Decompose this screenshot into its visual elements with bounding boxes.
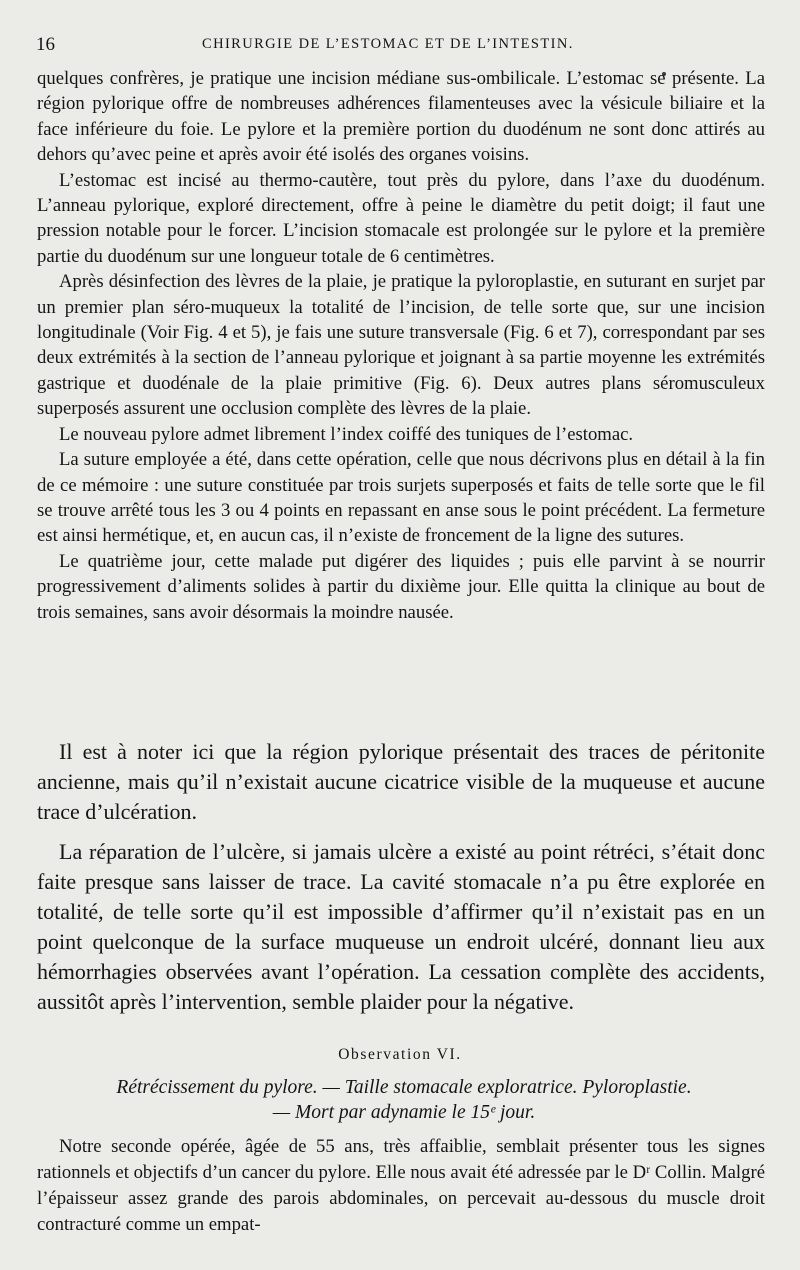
observation-paragraph-1: Notre seconde opérée, âgée de 55 ans, très affaiblie, semblait présenter tous les signes rationnels et objectifs d’un cancer du pylore. Elle nous avait été adressée par le Dʳ Collin. Malgré l’épaisseur assez grande des parois abdominales, on percevait au-dessous du muscle droit contracturé comme un empat- — [37, 1136, 765, 1235]
commentary-paragraph-2: La réparation de l’ulcère, si jamais ulcère a existé au point rétréci, s’était donc faite presque sans laisser de trace. La cavité stomacale n’a pu être explorée en totalité, de telle sorte qu’il est impossible d’affirmer qu’il n’existait pas en un point quelconque de la surface muqueuse un endroit ulcéré, donnant lieu aux hémorrhagies observées avant l’opération. La cessation complète des accidents, aussitôt après l’intervention, semble plaider pour la négative. — [37, 839, 765, 1014]
page-header — [36, 34, 764, 58]
paragraph-5: La suture employée a été, dans cette opération, celle que nous décrivons plus en détail à la fin de ce mémoire : une suture constituée par trois surjets superposés et faits de telle sorte que le fil se trouve arrêté tous les 3 ou 4 points en repassant en anse sous le point précédent. La fermeture est ainsi hermétique, et, en aucun cas, il n’existe de froncement de la ligne des sutures. — [37, 449, 765, 547]
case-description-text — [37, 66, 765, 625]
paragraph-2: L’estomac est incisé au thermo-cautère, tout près du pylore, dans l’axe du duodénum. L’anneau pylorique, exploré directement, offre à peine le diamètre du petit doigt; il faut une pression notable pour le forcer. L’incision stomacale est prolongée sur le pylore et la première partie du duodénum sur une longueur totale de 6 centimètres. — [37, 169, 765, 267]
commentary-paragraph-1: Il est à noter ici que la région pylorique présentait des traces de péritonite ancienne, mais qu’il n’existait aucune cicatrice visible de la muqueuse et aucune trace d’ulcération. — [37, 739, 765, 824]
paragraph-1: quelques confrères, je pratique une incision médiane sus-ombilicale. L’estomac se présente. La région pylorique offre de nombreuses adhérences filamenteuses avec la vésicule biliaire et la face inférieure du foie. Le pylore et la première portion du duodénum ne sont donc attirés au dehors qu’avec peine et après avoir été isolés des organes voisins. — [37, 68, 765, 166]
observation-subtitle-line-2: — Mort par adynamie le 15ᵉ jour. — [272, 1102, 536, 1123]
observation-body-text — [37, 1134, 765, 1238]
paragraph-4: Le nouveau pylore admet librement l’index coiffé des tuniques de l’estomac. — [59, 423, 634, 445]
observation-subtitle — [44, 1075, 764, 1125]
observation-heading: Observation VI. — [338, 1046, 462, 1063]
paragraph-6: Le quatrième jour, cette malade put digérer des liquides ; puis elle parvint à se nourrir progressivement d’aliments solides à partir du dixième jour. Elle quitta la clinique au bout de trois semaines, sans avoir désormais la moindre nausée. — [37, 550, 765, 623]
paragraph-3: Après désinfection des lèvres de la plaie, je pratique la pyloroplastie, en suturant en surjet par un premier plan séro-muqueux la totalité de l’incision, de telle sorte que, sur une incision longitudinale (Voir Fig. 4 et 5), je fais une suture transversale (Fig. 6 et 7), correspondant par ses deux extrémités à la section de l’anneau pylorique et joignant à sa partie moyenne les extrémités gastrique et duodénale de la plaie primitive (Fig. 6). Deux autres plans séromusculeux superposés assurent une occlusion complète des lèvres de la plaie. — [37, 271, 765, 420]
page-number: 16 — [36, 34, 55, 55]
commentary-text — [37, 737, 765, 1017]
observation-subtitle-line-1: Rétrécissement du pylore. — Taille stomacale exploratrice. Pyloroplastie. — [116, 1077, 692, 1098]
running-title: CHIRURGIE DE L’ESTOMAC ET DE L’INTESTIN. — [202, 36, 574, 52]
